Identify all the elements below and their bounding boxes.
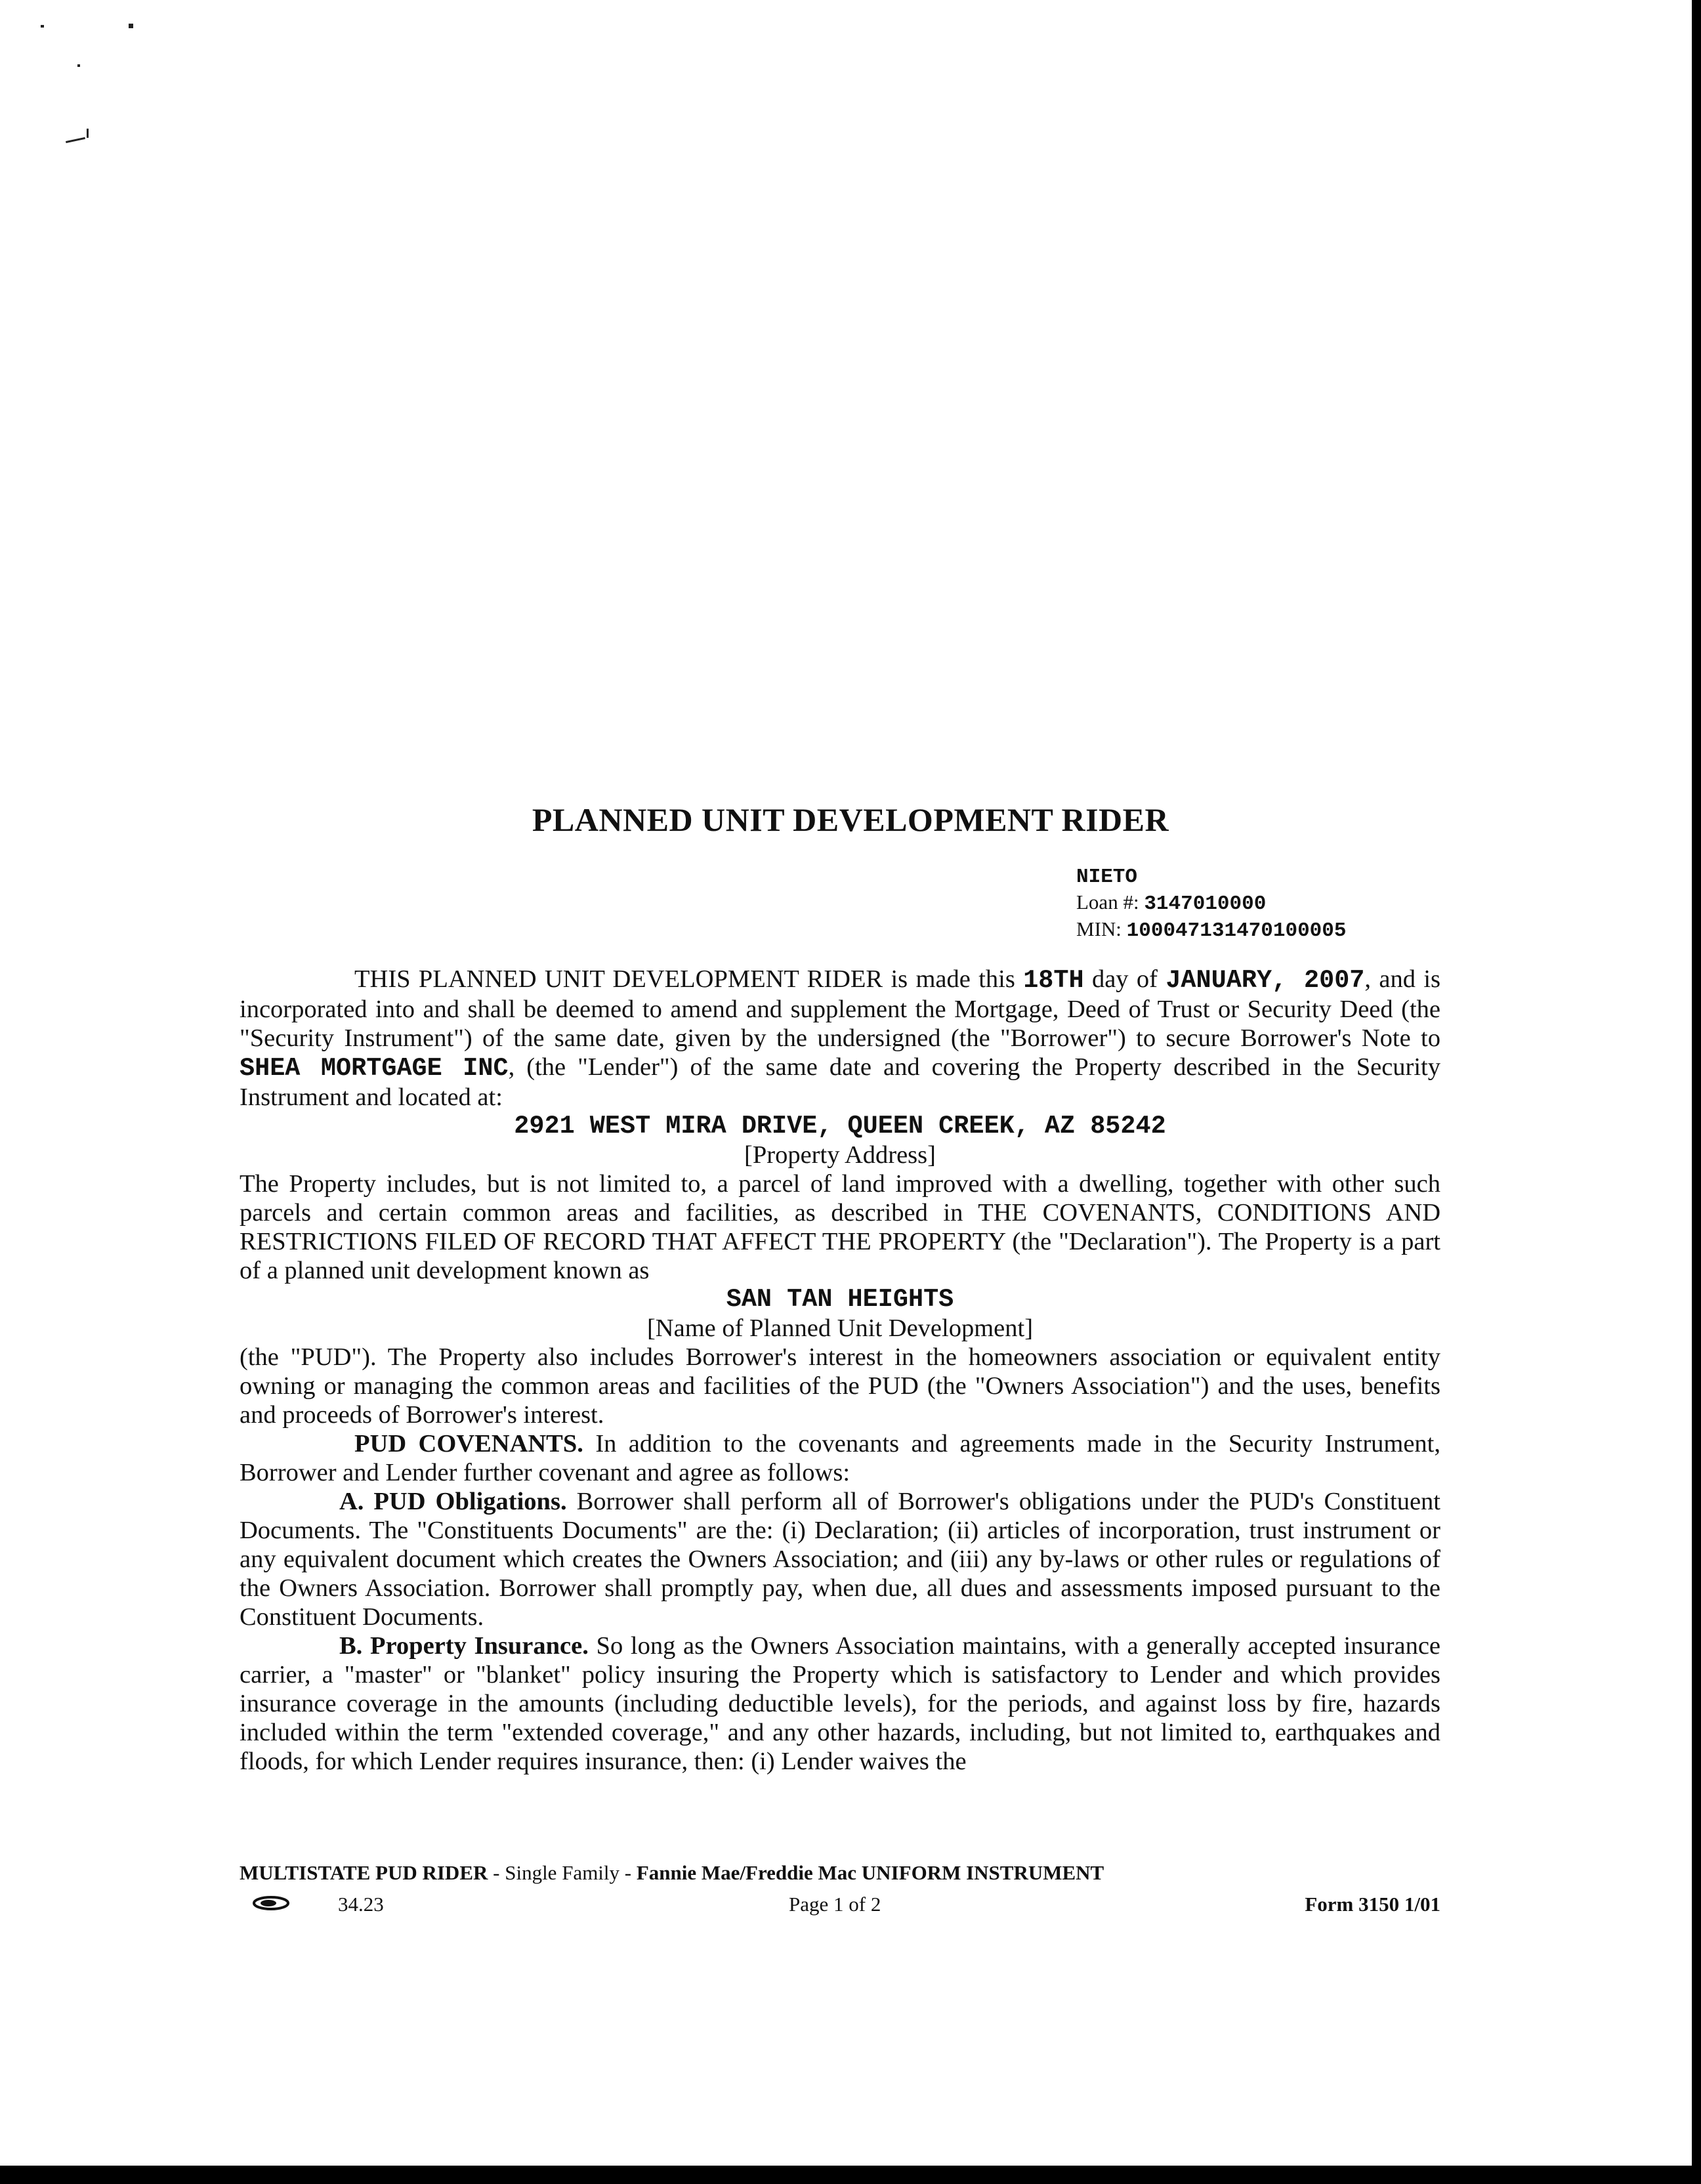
rider-day: 18TH — [1023, 966, 1084, 995]
rider-month-year: JANUARY, 2007 — [1166, 966, 1365, 995]
scan-speck — [41, 25, 44, 28]
intro-text: day of — [1083, 965, 1166, 993]
scan-speck — [66, 137, 85, 143]
intro-paragraph — [240, 965, 1440, 1112]
scan-border-right — [1692, 0, 1701, 2184]
loan-number-line — [1076, 890, 1347, 917]
footer-version: 34.23 — [338, 1893, 384, 1916]
footer-instrument-line — [240, 1861, 1104, 1885]
scan-speck — [87, 129, 89, 138]
section-b-text: So long as the Owners Association maintains, with a generally accepted insurance carrier, a "master" or "blanket" policy insuring the Property which is satisfactory to Lender and which provides insurance coverage in the amounts (including deductible levels), for the periods, and against loss by fire, hazards included within the term "extended coverage," and any other hazards, including, but not limited to, earthquakes and floods, for which Lender requires insurance, then: (i) Lender waives the — [240, 1632, 1441, 1775]
software-logo-icon — [253, 1894, 289, 1916]
property-address-label: [Property Address] — [744, 1141, 936, 1169]
section-b-heading: B. Property Insurance. — [339, 1632, 589, 1660]
borrower-name: NIETO — [1076, 866, 1138, 889]
section-a-text: Borrower shall perform all of Borrower's obligations under the PUD's Constituent Documents. The "Constituents Documents" are the: (i) Declaration; (ii) articles of incorporation, trust instrument or any equivalent document which creates the Owners Association; and (iii) any by-laws or other rules or regulations of the Owners Association. Borrower shall promptly pay, when due, all dues and assessments imposed pursuant to the Constituent Documents. — [240, 1488, 1440, 1631]
loan-meta — [1076, 865, 1347, 944]
property-address: 2921 WEST MIRA DRIVE, QUEEN CREEK, AZ 85242 — [514, 1112, 1166, 1141]
footer-form-number: Form 3150 1/01 — [1305, 1893, 1440, 1916]
footer-page-number: Page 1 of 2 — [789, 1893, 881, 1916]
intro-text: , and is incorporated into and shall be deemed to amend and supplement the Mortgage, Deed of Trust or Security Deed (the "Security Instrument") of the same date, given by the undersigned (the "Borrower") to secure Borrower's Note to — [240, 965, 1440, 1052]
pud-name: SAN TAN HEIGHTS — [726, 1285, 954, 1314]
covenants-text: In addition to the covenants and agreements made in the Security Instrument, Borrower and Lender further covenant and agree as follows: — [240, 1430, 1440, 1486]
intro-text: , (the "Lender") of the same date and covering the Property described in the Security Instrument and located at: — [240, 1053, 1440, 1111]
section-a-heading: A. PUD Obligations. — [339, 1488, 567, 1515]
min-line — [1076, 917, 1347, 944]
section-a — [240, 1487, 1440, 1631]
scan-speck — [129, 24, 133, 28]
section-b — [240, 1631, 1440, 1776]
footer-sep: - Single Family - — [488, 1861, 637, 1884]
intro-text: THIS PLANNED UNIT DEVELOPMENT RIDER is made this — [354, 965, 1024, 993]
scan-speck — [77, 64, 80, 67]
footer-uniform: Fannie Mae/Freddie Mac UNIFORM INSTRUMENT — [636, 1861, 1104, 1884]
software-logo-icon — [253, 1895, 289, 1911]
property-paragraph: The Property includes, but is not limited to, a parcel of land improved with a dwelling, together with other such parcels and certain common areas and facilities, as described in THE COVENANTS, CONDITIONS AND RESTRICTIONS FILED OF RECORD THAT AFFECT THE PROPERTY (the "Declaration"). The Property is a part of a planned unit development known as — [240, 1170, 1440, 1284]
footer-rider-name: MULTISTATE PUD RIDER — [240, 1861, 488, 1884]
loan-number: 3147010000 — [1144, 892, 1267, 915]
covenants-paragraph — [240, 1429, 1440, 1487]
min-label: MIN: — [1076, 917, 1122, 940]
loan-label: Loan #: — [1076, 891, 1139, 914]
pud-name-label: [Name of Planned Unit Development] — [646, 1314, 1034, 1342]
lender-name: SHEA MORTGAGE INC — [240, 1054, 509, 1083]
pud-paragraph: (the "PUD"). The Property also includes Borrower's interest in the homeowners association or equivalent entity owning or managing the common areas and facilities of the PUD (the "Owners Association") and the uses, benefits and proceeds of Borrower's interest. — [240, 1343, 1440, 1429]
scan-border-bottom — [0, 2166, 1701, 2184]
covenants-heading: PUD COVENANTS. — [354, 1430, 583, 1458]
min-number: 100047131470100005 — [1126, 919, 1347, 942]
document-body — [240, 965, 1440, 1776]
document-title: PLANNED UNIT DEVELOPMENT RIDER — [532, 801, 1169, 838]
